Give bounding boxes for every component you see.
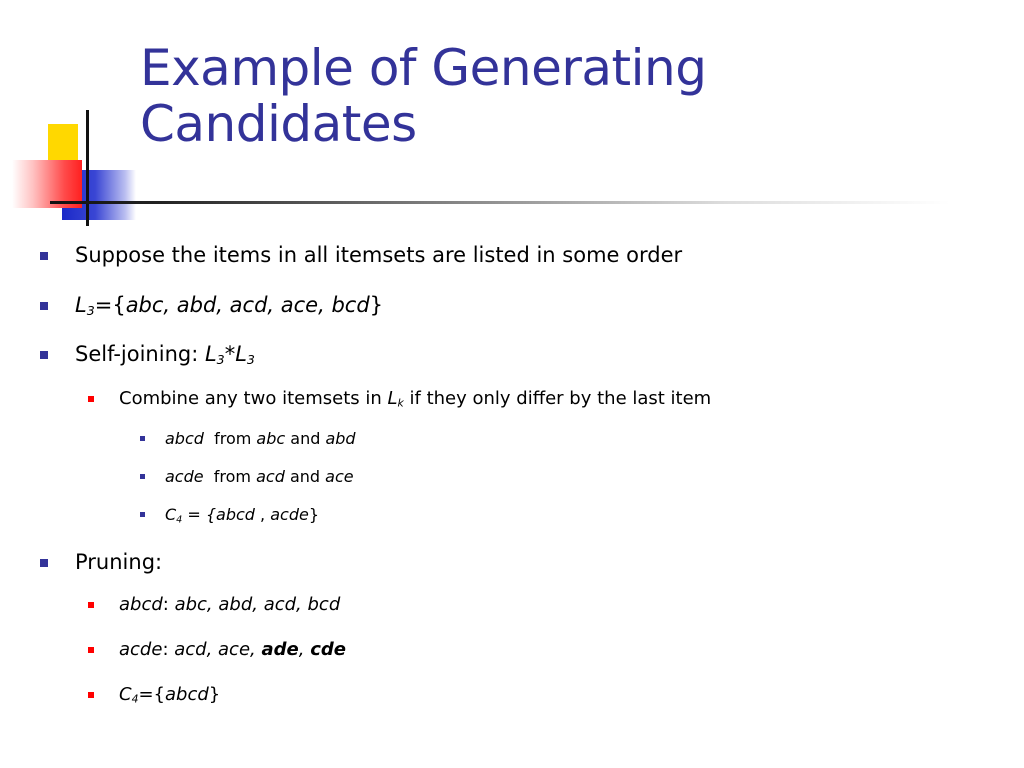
and-word: and — [285, 429, 326, 448]
symbol-L: L — [387, 388, 398, 409]
symbol-L: L — [204, 342, 217, 366]
square-bullet-icon — [140, 512, 145, 517]
bullet-text — [165, 505, 319, 525]
bullet-text — [75, 292, 383, 318]
itemset: abcd — [165, 684, 209, 705]
bullet-combine — [119, 388, 711, 410]
square-bullet-icon — [40, 559, 48, 567]
subscript: 3 — [216, 352, 225, 368]
set-close: } — [308, 505, 320, 524]
itemset: acde — [165, 467, 204, 486]
slide-title-line-1: Example of Generating — [140, 39, 707, 97]
bullet-text: Suppose the items in all itemsets are listed in some order — [75, 243, 683, 267]
itemset: acde — [270, 505, 309, 524]
square-bullet-icon — [88, 602, 94, 608]
symbol-L: L — [75, 293, 87, 317]
bullet-text — [165, 429, 356, 449]
combine-post: if they only differ by the last item — [403, 388, 712, 409]
logo-vertical-line — [86, 110, 89, 226]
itemset: abcd — [216, 505, 255, 524]
and-word: and — [284, 467, 326, 486]
itemset: abd — [325, 429, 356, 448]
set-close: } — [369, 293, 384, 317]
square-bullet-icon — [40, 351, 48, 359]
square-bullet-icon — [140, 436, 145, 441]
bullet-abcd-subsets — [119, 594, 340, 616]
slide-title — [140, 40, 940, 152]
bullet-c4-join — [165, 505, 319, 525]
infrequent-subset: ade — [261, 639, 299, 660]
square-bullet-icon — [88, 647, 94, 653]
combine-pre: Combine any two itemsets in — [119, 388, 388, 409]
itemset: acde — [119, 639, 163, 660]
set-open: ={ — [138, 684, 165, 705]
bullet-text — [119, 388, 711, 410]
set-open: = { — [182, 505, 217, 524]
subset-list: abc, abd, acd, bcd — [174, 594, 341, 615]
subscript: 3 — [86, 303, 95, 319]
set-close: } — [208, 684, 221, 705]
bullet-acde-subsets — [119, 639, 346, 661]
square-bullet-icon — [88, 396, 94, 402]
set-open: ={ — [94, 293, 126, 317]
itemset: abcd — [165, 429, 204, 448]
bullet-abcd-from — [165, 429, 356, 449]
bullet-self-joining — [75, 341, 255, 367]
itemset: abc — [256, 429, 286, 448]
bullet-l3-set — [75, 292, 383, 318]
subscript: k — [397, 396, 404, 410]
itemset: abcd — [119, 594, 163, 615]
bullet-text — [119, 639, 346, 661]
itemset: ace — [325, 467, 354, 486]
square-bullet-icon — [88, 692, 94, 698]
colon: : — [162, 594, 175, 615]
symbol-C: C — [165, 505, 177, 524]
infrequent-subset: cde — [310, 639, 346, 660]
colon: : — [162, 639, 175, 660]
bullet-text — [119, 594, 340, 616]
square-bullet-icon — [40, 302, 48, 310]
separator: , — [254, 505, 271, 524]
subset-list: acd, ace, — [174, 639, 262, 660]
from-word: from — [203, 429, 257, 448]
subscript: 4 — [131, 692, 139, 706]
subscript: 3 — [246, 352, 255, 368]
bullet-text — [165, 467, 354, 487]
bullet-text — [119, 684, 220, 706]
title-underline — [50, 201, 950, 204]
slide-title-line-2: Candidates — [140, 95, 417, 153]
itemset: acd — [256, 467, 285, 486]
itemset-list: abc, abd, acd, ace, bcd — [125, 293, 370, 317]
bullet-pruning — [75, 549, 162, 575]
comma: , — [298, 639, 311, 660]
bullet-suppose — [75, 242, 682, 268]
bullet-c4-result — [119, 684, 220, 706]
from-word: from — [203, 467, 257, 486]
symbol-C: C — [119, 684, 132, 705]
self-joining-label: Self-joining: — [75, 342, 205, 366]
square-bullet-icon — [140, 474, 145, 479]
square-bullet-icon — [40, 252, 48, 260]
bullet-text — [75, 341, 255, 367]
join-operator: * — [224, 342, 236, 366]
symbol-L: L — [235, 342, 247, 366]
bullet-text: Pruning: — [75, 550, 163, 574]
subscript: 4 — [176, 514, 183, 526]
bullet-acde-from — [165, 467, 354, 487]
